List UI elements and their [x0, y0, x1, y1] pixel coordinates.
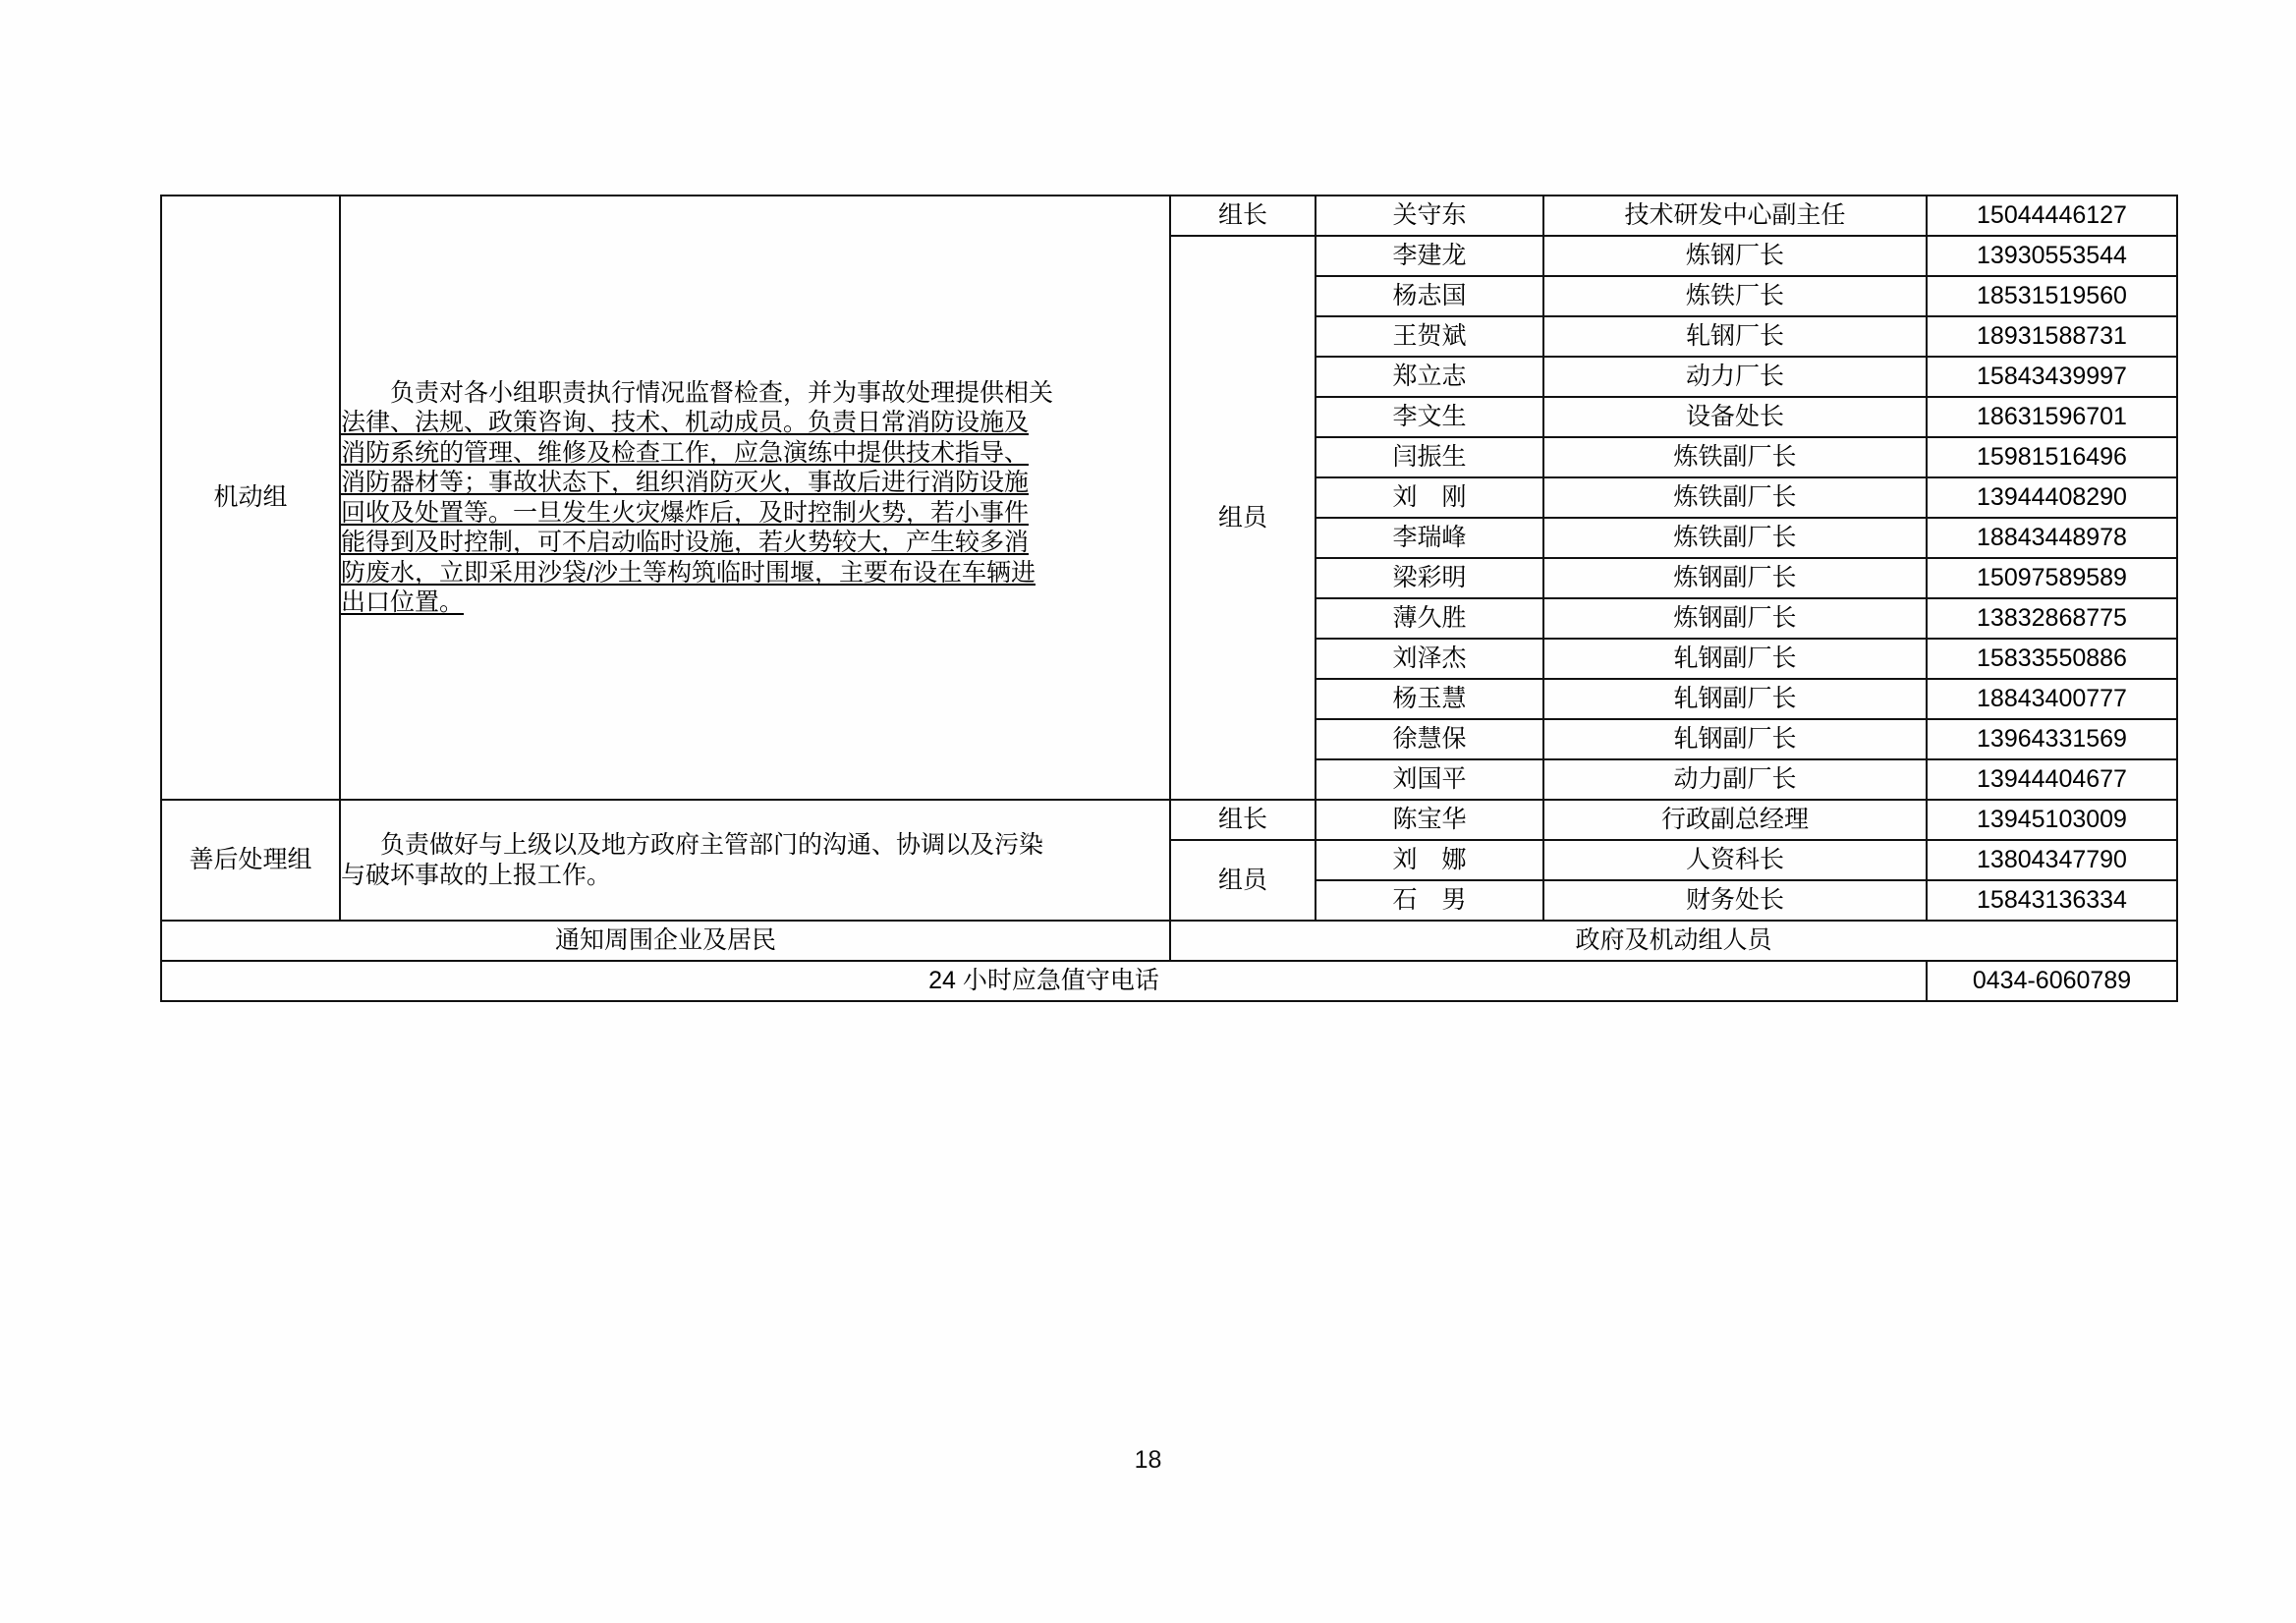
- member-title-cell: 炼钢副厂长: [1543, 558, 1927, 598]
- group-duty-cell: [340, 196, 1170, 800]
- member-name-cell: 闫振生: [1316, 437, 1543, 477]
- member-title-cell: 炼钢厂长: [1543, 236, 1927, 276]
- member-name-cell: 李建龙: [1316, 236, 1543, 276]
- role-cell: 组员: [1170, 236, 1316, 800]
- member-phone-cell: 18931588731: [1927, 316, 2177, 357]
- member-title-cell: 炼铁副厂长: [1543, 437, 1927, 477]
- role-cell: 组员: [1170, 840, 1316, 921]
- member-title-cell: 轧钢副厂长: [1543, 679, 1927, 719]
- hotline-value-cell: 0434-6060789: [1927, 961, 2177, 1001]
- member-title-cell: 炼铁厂长: [1543, 276, 1927, 316]
- hotline-label-cell: 24 小时应急值守电话: [161, 961, 1927, 1001]
- member-name-cell: 刘国平: [1316, 759, 1543, 800]
- table-row: [161, 196, 2177, 236]
- member-title-cell: 轧钢副厂长: [1543, 719, 1927, 759]
- member-phone-cell: 15044446127: [1927, 196, 2177, 236]
- member-title-cell: 设备处长: [1543, 397, 1927, 437]
- member-phone-cell: 18531519560: [1927, 276, 2177, 316]
- member-phone-cell: 13964331569: [1927, 719, 2177, 759]
- table-row-notice: [161, 921, 2177, 961]
- member-phone-cell: 15833550886: [1927, 639, 2177, 679]
- member-title-cell: 炼铁副厂长: [1543, 518, 1927, 558]
- table-row: [161, 800, 2177, 840]
- member-title-cell: 轧钢副厂长: [1543, 639, 1927, 679]
- member-name-cell: 梁彩明: [1316, 558, 1543, 598]
- member-name-cell: 陈宝华: [1316, 800, 1543, 840]
- group-name-text: 善后处理组: [189, 846, 312, 874]
- member-phone-cell: 15097589589: [1927, 558, 2177, 598]
- member-phone-cell: 15843439997: [1927, 357, 2177, 397]
- role-cell: 组长: [1170, 196, 1316, 236]
- member-name-cell: 刘泽杰: [1316, 639, 1543, 679]
- member-name-cell: 刘 娜: [1316, 840, 1543, 880]
- page-number: 18: [1134, 1446, 1162, 1474]
- member-phone-cell: 18843400777: [1927, 679, 2177, 719]
- member-title-cell: 技术研发中心副主任: [1543, 196, 1927, 236]
- member-title-cell: 动力副厂长: [1543, 759, 1927, 800]
- member-phone-cell: 18843448978: [1927, 518, 2177, 558]
- group-duty-cell: [340, 800, 1170, 921]
- member-title-cell: 轧钢厂长: [1543, 316, 1927, 357]
- member-name-cell: 李文生: [1316, 397, 1543, 437]
- member-name-cell: 徐慧保: [1316, 719, 1543, 759]
- member-phone-cell: 15843136334: [1927, 880, 2177, 921]
- role-cell: 组长: [1170, 800, 1316, 840]
- group-name-cell: [161, 800, 340, 921]
- member-title-cell: 炼钢副厂长: [1543, 598, 1927, 639]
- member-name-cell: 王贺斌: [1316, 316, 1543, 357]
- notice-left-cell: 通知周围企业及居民: [161, 921, 1170, 961]
- member-title-cell: 人资科长: [1543, 840, 1927, 880]
- member-name-cell: 关守东: [1316, 196, 1543, 236]
- member-name-cell: 杨玉慧: [1316, 679, 1543, 719]
- member-title-cell: 行政副总经理: [1543, 800, 1927, 840]
- member-phone-cell: 13945103009: [1927, 800, 2177, 840]
- member-name-cell: 石 男: [1316, 880, 1543, 921]
- member-phone-cell: 15981516496: [1927, 437, 2177, 477]
- member-title-cell: 财务处长: [1543, 880, 1927, 921]
- member-name-cell: 郑立志: [1316, 357, 1543, 397]
- duty-text: 负责做好与上级以及地方政府主管部门的沟通、协调以及污染 与破坏事故的上报工作。: [341, 831, 1044, 889]
- emergency-organization-table: [160, 195, 2178, 1002]
- member-name-cell: 刘 刚: [1316, 477, 1543, 518]
- notice-right-cell: 政府及机动组人员: [1170, 921, 2177, 961]
- member-title-cell: 炼铁副厂长: [1543, 477, 1927, 518]
- member-phone-cell: 13944408290: [1927, 477, 2177, 518]
- member-name-cell: 杨志国: [1316, 276, 1543, 316]
- group-name-text: 机动组: [213, 483, 288, 512]
- member-name-cell: 薄久胜: [1316, 598, 1543, 639]
- member-phone-cell: 18631596701: [1927, 397, 2177, 437]
- table-row-hotline: [161, 961, 2177, 1001]
- member-phone-cell: 13804347790: [1927, 840, 2177, 880]
- group-name-cell: [161, 196, 340, 800]
- duty-text: 负责对各小组职责执行情况监督检查，并为事故处理提供相关 法律、法规、政策咨询、技术、机动成员。负责日常消防设施及 消防系统的管理、维修及检查工作，应急演练中提供技术指导、 消防器材等；事故状态下，组织消防灭火，事故后进行消防设施 回收及处置等。一旦发生火灾爆炸后，及时控制火势，若小事件 能得到及时控制，可不启动临时设施，若火势较大，产生较多消 防废水，立即采用沙袋/沙土等构筑临时围堰，主要布设在车辆进 出口位置。: [341, 378, 1054, 616]
- member-name-cell: 李瑞峰: [1316, 518, 1543, 558]
- member-title-cell: 动力厂长: [1543, 357, 1927, 397]
- member-phone-cell: 13832868775: [1927, 598, 2177, 639]
- member-phone-cell: 13944404677: [1927, 759, 2177, 800]
- member-phone-cell: 13930553544: [1927, 236, 2177, 276]
